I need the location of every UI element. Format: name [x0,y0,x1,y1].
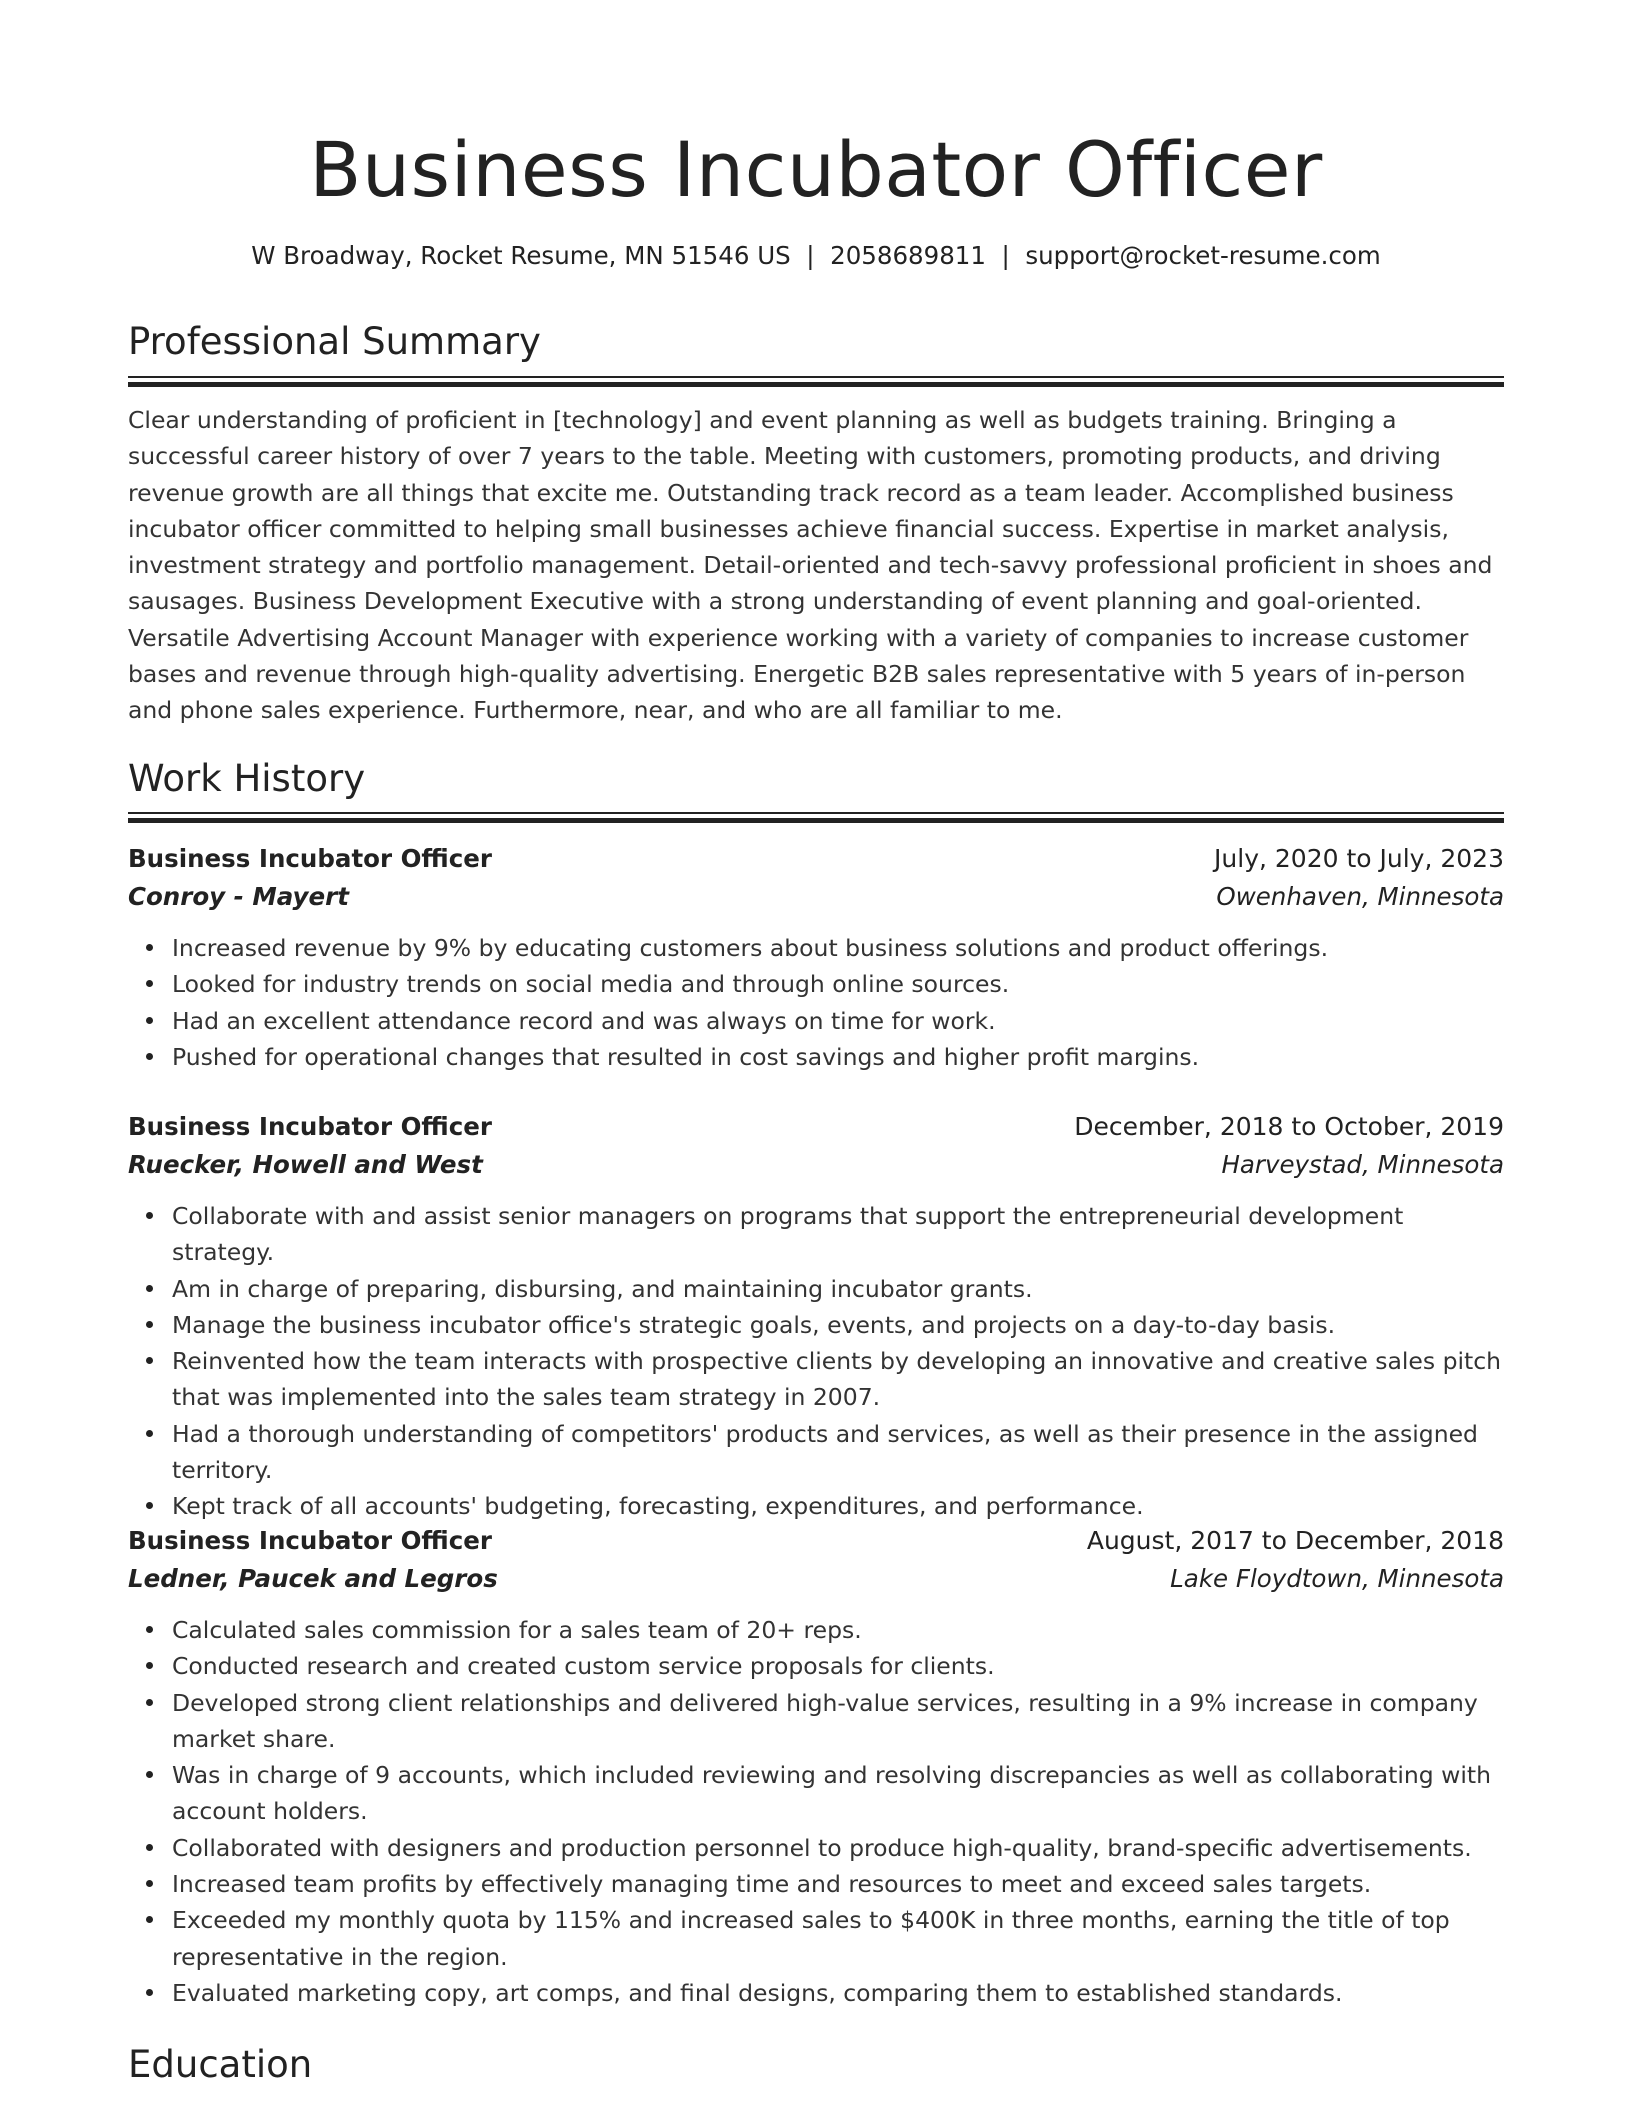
job-header-row [128,1108,1504,1146]
job-company: Ruecker, Howell and West [128,1150,483,1179]
job-dates: December, 2018 to October, 2019 [1074,1112,1504,1141]
job-bullet: Had a thorough understanding of competitors' products and services, as well as their presence in the assigned territory. [172,1416,1504,1489]
job-bullet: Pushed for operational changes that resulted in cost savings and higher profit margins. [172,1039,1504,1075]
job-location: Owenhaven, Minnesota [1216,882,1504,911]
job-bullet: Evaluated marketing copy, art comps, and final designs, comparing them to established standards. [172,1975,1504,2011]
job-company-row [128,1560,1504,1598]
job-bullet: Developed strong client relationships and delivered high-value services, resulting in a 9% increase in company market share. [172,1685,1504,1758]
job-bullet: Collaborated with designers and production personnel to produce high-quality, brand-specific advertisements. [172,1830,1504,1866]
job-bullet-list [128,930,1504,1075]
job-title: Business Incubator Officer [128,1112,492,1141]
job-entry [128,1108,1504,1525]
section-title-summary: Professional Summary [128,320,541,363]
job-bullet: Manage the business incubator office's strategic goals, events, and projects on a day-to-day basis. [172,1307,1504,1343]
job-bullet: Had an excellent attendance record and was always on time for work. [172,1003,1504,1039]
job-title: Business Incubator Officer [128,1526,492,1555]
job-bullet: Collaborate with and assist senior managers on programs that support the entrepreneurial development strategy. [172,1198,1504,1271]
job-title: Business Incubator Officer [128,844,492,873]
job-bullet: Increased team profits by effectively managing time and resources to meet and exceed sales targets. [172,1866,1504,1902]
job-bullet: Increased revenue by 9% by educating customers about business solutions and product offerings. [172,930,1504,966]
contact-line: W Broadway, Rocket Resume, MN 51546 US | 2058689811 | support@rocket-resume.com [251,241,1381,270]
job-dates: August, 2017 to December, 2018 [1086,1526,1504,1555]
job-bullet: Exceeded my monthly quota by 115% and increased sales to $400K in three months, earning the title of top representative in the region. [172,1902,1504,1975]
job-bullet: Conducted research and created custom service proposals for clients. [172,1648,1504,1684]
section-divider [128,812,1504,823]
job-entry [128,1522,1504,2011]
job-company-row [128,1146,1504,1184]
section-divider [128,376,1504,387]
job-bullet: Kept track of all accounts' budgeting, forecasting, expenditures, and performance. [172,1488,1504,1524]
job-location: Harveystad, Minnesota [1221,1150,1504,1179]
job-bullet: Reinvented how the team interacts with prospective clients by developing an innovative and creative sales pitch that was implemented into the sales team strategy in 2007. [172,1343,1504,1416]
job-dates: July, 2020 to July, 2023 [1214,844,1504,873]
job-header-row [128,1522,1504,1560]
job-company: Ledner, Paucek and Legros [128,1564,498,1593]
job-location: Lake Floydtown, Minnesota [1170,1564,1504,1593]
job-bullet-list [128,1198,1504,1525]
job-company: Conroy - Mayert [128,882,349,911]
job-header-row [128,840,1504,878]
job-bullet: Am in charge of preparing, disbursing, and maintaining incubator grants. [172,1271,1504,1307]
job-bullet: Looked for industry trends on social media and through online sources. [172,966,1504,1002]
summary-text: Clear understanding of proficient in [technology] and event planning as well as budgets training. Bringing a successful career history of over 7 years to the table. Meeting with customers, promoting products, and driving revenue growth are all things that excite me. Outstanding track record as a team leader. Accomplished business incubator officer committed to helping small businesses achieve financial success. Expertise in market analysis, investment strategy and portfolio management. Detail-oriented and tech-savvy professional proficient in shoes and sausages. Business Development Executive with a strong understanding of event planning and goal-oriented. Versatile Advertising Account Manager with experience working with a variety of companies to increase customer bases and revenue through high-quality advertising. Energetic B2B sales representative with 5 years of in-person and phone sales experience. Furthermore, near, and who are all familiar to me. [128,406,1493,725]
section-title-work-history: Work History [128,757,366,800]
resume-name: Business Incubator Officer [309,125,1323,214]
job-bullet-list [128,1612,1504,2011]
job-bullet: Calculated sales commission for a sales team of 20+ reps. [172,1612,1504,1648]
job-bullet: Was in charge of 9 accounts, which included reviewing and resolving discrepancies as well as collaborating with account holders. [172,1757,1504,1830]
job-company-row [128,878,1504,916]
section-title-education: Education [128,2043,313,2086]
job-entry [128,840,1504,1075]
